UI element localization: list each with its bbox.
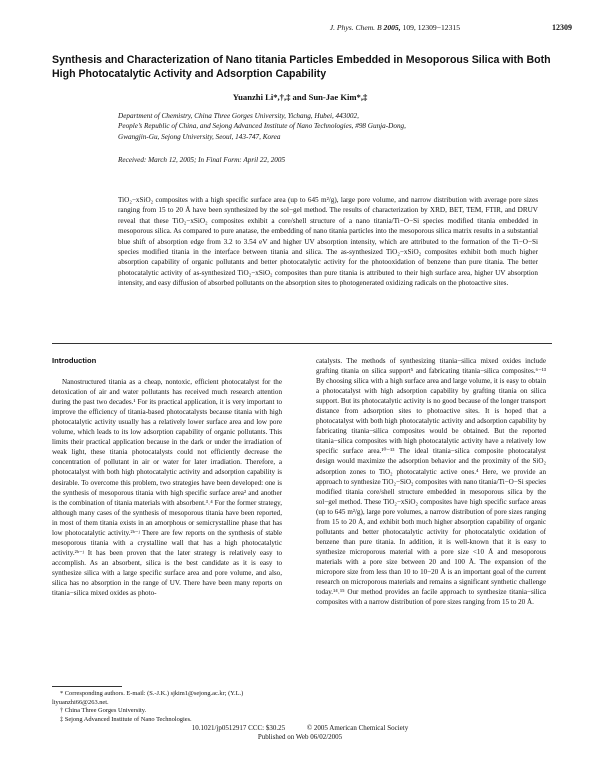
- section-divider: [52, 343, 552, 344]
- right-column: [316, 356, 546, 607]
- doi-text: 10.1021/jp0512917 CCC: $30.25: [191, 724, 286, 732]
- journal-year: 2005,: [383, 23, 401, 32]
- footnote-affiliation-1: † China Three Gorges University.: [60, 707, 147, 715]
- journal-volume: 109,: [402, 23, 416, 32]
- footnote-corresponding: * Corresponding authors. E-mail: (S.-J.K.) sjkim1@sejong.ac.kr; (Y.L.) liyuanzhi66@263.net.: [52, 690, 244, 706]
- introduction-paragraph-continued: catalysts. The methods of synthesizing titania−silica mixed oxides include grafting titania on silica support⁵ and fabricating titania−silica composites.⁶⁻¹³ By choosing silica with a high surface area and large volume, it is easy to obtain a photocatalyst with high adsorption capability by grafting titania on silica support. But its photocatalytic activity is no good because of the longer transport distance from adsorption sites to photoactive sites. It is hoped that a photocatalyst with both high photocatalytic activity and adsorption capability by fabricating titania−silica composites would be obtained. But the reported titania−silica composites with high photocatalytic activity have a relatively low specific surface area.¹⁰⁻¹³ The ideal titania−silica composite photocatalyst design would maximize the adsorption behavior and the proximity of the SiO₂ adsorption zones to TiO₂ photocatalytic active ones.⁴ Here, we provide an approach to synthesize TiO₂−SiO₂ composites with nano titania/Ti−O−Si species modified titania core/shell structure embedded in mesoporous silica by the sol−gel method. These TiO₂−xSiO₂ composites have high specific surface areas (up to 645 m²/g), large pore volumes, a narrow distribution of pore sizes ranging from 15 to 20 Å, and exhibit both much higher absorption capability of organic pollutants and better photocatalytic activity for photocatalytic oxidation of benzene than pure titania. In addition, it is well-known that it is easy to synthesize microporous material with a pore size <10 Å and mesoporous materials with a pore size between 20 and 100 Å. The expansion of the micropore size from less than 10 to 10−20 Å is an important goal of the current research on microporous materials and remains a significant synthetic challenge today.¹⁴˒¹⁵ Our method provides an facile approach to synthesize titania−silica composites with a narrow distribution of pore sizes ranging from 15 to 20 Å.: [316, 357, 546, 607]
- affiliation: [118, 111, 538, 142]
- received-dates: Received: March 12, 2005; In Final Form: April 22, 2005: [118, 156, 286, 164]
- footnote-rule: [52, 686, 122, 687]
- published-date: Published on Web 06/02/2005: [257, 733, 343, 741]
- journal-pages: 12309−12315: [417, 23, 460, 32]
- author-list: Yuanzhi Li*,†,‡ and Sun-Jae Kim*,‡: [232, 92, 368, 102]
- journal-citation: [330, 23, 460, 32]
- affiliation-line: Gwangjin-Gu, Sejong University, Seoul, 143-747, Korea: [118, 132, 281, 141]
- footnote-affiliation-2: ‡ Sejong Advanced Institute of Nano Technologies.: [60, 715, 192, 723]
- affiliation-line: People’s Republic of China, and Sejong Advanced Institute of Nano Technologies, #98 Gunja-Dong,: [118, 122, 406, 131]
- page-number: 12309: [552, 23, 572, 32]
- affiliation-line: Department of Chemistry, China Three Gorges University, Yichang, Hubei, 443002,: [118, 112, 359, 120]
- abstract: TiO₂−xSiO₂ composites with a high specific surface area (up to 645 m²/g), large pore volume, and narrow distribution with average pore sizes ranging from 15 to 20 Å have been synthesized by the sol−gel method. The results of characterization by XRD, BET, TEM, FTIR, and DRUV reveal that these TiO₂−xSiO₂ composites exhibit a core/shell structure of a nano titania/Ti−O−Si species modified titania embedded in mesoporous silica. As compared to pure anatase, the embedding of nano titania particles into the mesoporous silica matrix results in a substantial blue shift of absorption edge from 3.2 to 3.54 eV and higher UV absorption intensity, which are attributed to the formation of the Ti−O−Si species modified titania in the interface between titania and silica. The as-synthesized TiO₂−xSiO₂ composites exhibit both much higher absorption capability of organic pollutants and better photocatalytic activity for the photooxidation of benzene than pure titania. The better photocatalytic activity of as-synthesized TiO₂−xSiO₂ composites than pure titania is attributed to their high surface area, higher UV absorption intensity, and easy diffusion of absorbed pollutants on the absorption sites to photogenerated oxidizing radicals on the photoactive sites.: [118, 196, 538, 288]
- introduction-paragraph: Nanostructured titania as a cheap, nontoxic, efficient photocatalyst for the detoxication of air and water pollutants has received much research attention during the past two decades.¹ For its practical application, it is very important to improve the efficiency of titania-based photocatalysts because titania with high photocatalytic activity usually has a relatively lower surface area and low pore volume, which leads to its low adsorption capability of organic pollutants. This limits their practical application because in the dark or under the irradiation of weak light, these titania photocatalysts could not efficiently decrease the concentration of pollutant in air or water for later irradiation. Therefore, a photocatalyst with both high photocatalytic activity and adsorption capability is desirable. To overcome this problem, two strategies have been developed: one is the synthesis of mesoporous titania with high specific surface area² and another is the combination of titania materials with absorbent.³˒⁴ For the former strategy, although many cases of the synthesis of mesoporous titania have been reported, in most of them titania exists in an amorphous or semicrystalline phase that has low photocatalytic activity.²ᵇ⁻ʲ There are few reports on the synthesis of stable mesoporous titania with a crystalline wall that has a high photocatalytic activity.²ʰ⁻ʲ It has been proven that the later strategy is relatively easy to accomplish. As an absorbent, silica is the best candidate as it is easy to synthesize silica with a large specific surface area and pore volume, and also, silica has no absorption in the range of UV. There have been many reports on titania−silica mixed oxides as photo-: [52, 378, 282, 598]
- running-header: [0, 23, 600, 35]
- copyright-text: © 2005 American Chemical Society: [306, 724, 409, 732]
- left-column: [52, 356, 282, 598]
- article-title: Synthesis and Characterization of Nano titania Particles Embedded in Mesoporous Silica with Both High Photocatalytic Activity and Adsorption Capability: [52, 54, 551, 80]
- journal-name: J. Phys. Chem. B: [329, 23, 382, 32]
- footnotes: [52, 686, 282, 724]
- introduction-heading: Introduction: [52, 356, 97, 365]
- page-footer: [0, 724, 600, 732]
